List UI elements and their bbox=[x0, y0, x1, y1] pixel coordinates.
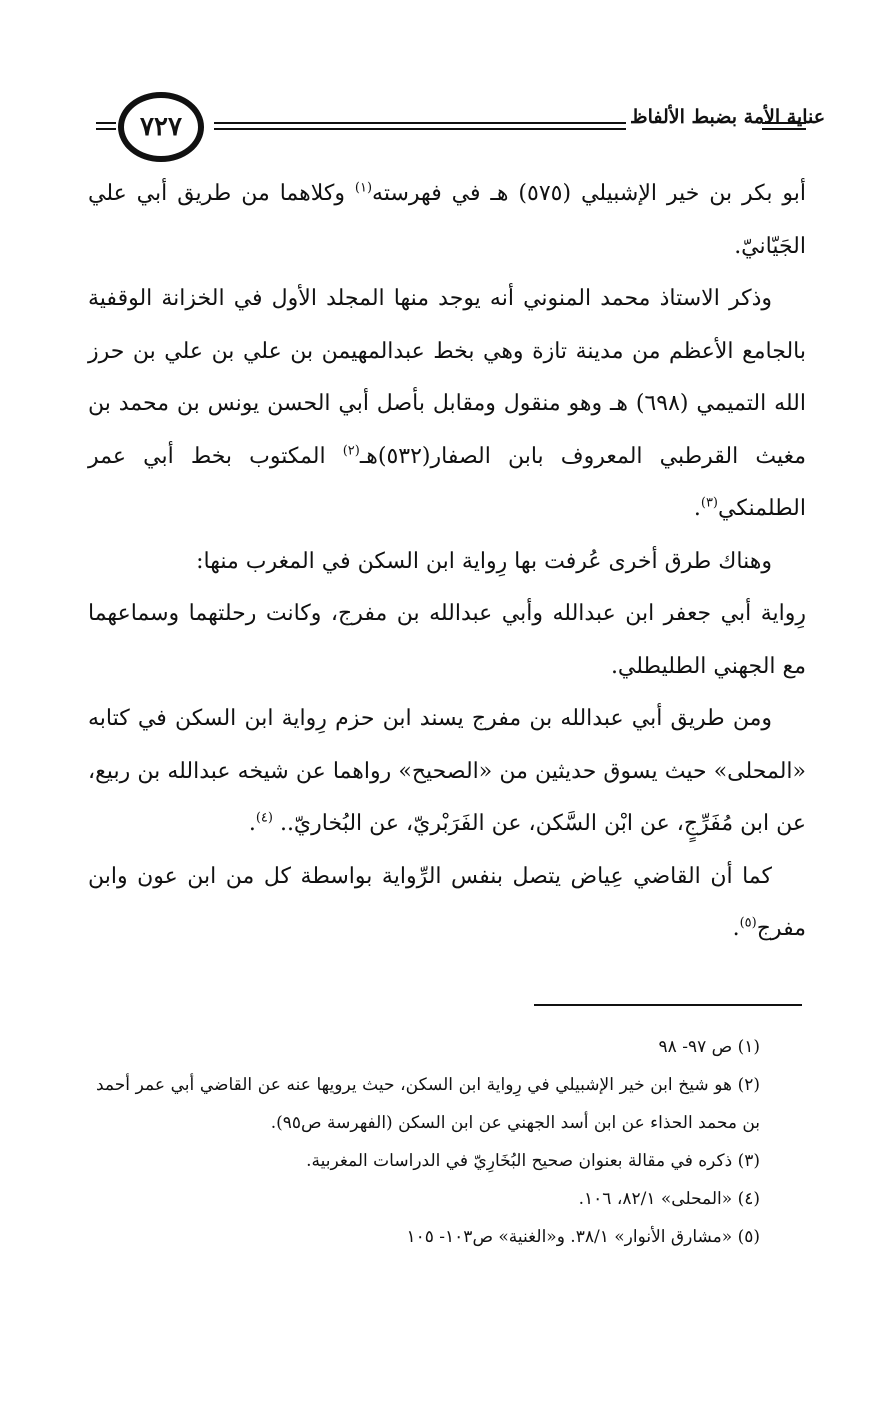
footnote-ref-3: (٣) bbox=[700, 495, 718, 511]
paragraph-5-end: . bbox=[248, 811, 256, 836]
header-rule-right-bottom bbox=[762, 128, 806, 130]
header-rule-left-bottom bbox=[96, 128, 116, 130]
footnote-2: (٢) هو شيخ ابن خير الإشبيلي في رِواية ابن السكن، حيث يرويها عنه عن القاضي أبي عمر أحمد بن محمد الحذاء عن ابن أسد الجهني عن ابن السكن (الفهرسة ص٩٥). bbox=[96, 1075, 760, 1133]
running-title: عناية الأمة بضبط الألفاظ bbox=[630, 106, 826, 128]
footnote-5: (٥) «مشارق الأنوار» ٣٨/١. و«الغنية» ص١٠٣- ١٠٥ bbox=[406, 1227, 760, 1247]
paragraph-1-text-b: وكلاهما من طريق أبي علي الجَيّانيّ. bbox=[88, 181, 806, 259]
footnote-4: (٤) «المحلى» ٨٢/١، ١٠٦. bbox=[578, 1189, 760, 1209]
paragraph-5-text: ومن طريق أبي عبدالله بن مفرج يسند ابن حزم رِواية ابن السكن في كتابه «المحلى» حيث يسوق حديثين من «الصحيح» رواهما عن شيخه عبدالله بن ربيع، عن ابن مُفَرِّجٍ، عن ابْن السَّكن، عن الفَرَبْريّ، عن البُخاريّ.. bbox=[88, 706, 806, 836]
paragraph-6 bbox=[88, 851, 806, 956]
header-rule-left-top bbox=[96, 122, 116, 124]
paragraph-1-text: أبو بكر بن خير الإشبيلي (٥٧٥) هـ في فهرسته bbox=[372, 181, 806, 206]
paragraph-2 bbox=[88, 273, 806, 536]
page-number: ٧٢٧ bbox=[118, 92, 204, 162]
paragraph-6-text: كما أن القاضي عِياض يتصل بنفس الرِّواية بواسطة كل من ابن عون وابن مفرج bbox=[88, 863, 806, 941]
header-rule-middle-bottom bbox=[214, 128, 626, 130]
footnote-ref-5: (٥) bbox=[739, 915, 757, 931]
footnote-ref-1: (١) bbox=[354, 180, 373, 196]
page-header bbox=[96, 92, 826, 172]
footnote-ref-2: (٢) bbox=[342, 443, 360, 459]
paragraph-2-text-b: المكتوب بخط أبي عمر الطلمنكي bbox=[88, 443, 806, 521]
paragraph-6-end: . bbox=[732, 916, 740, 941]
paragraph-2-end: . bbox=[693, 496, 701, 521]
body-text bbox=[88, 168, 806, 956]
footnote-3: (٣) ذكره في مقالة بعنوان صحيح البُخَارِيّ في الدراسات المغربية. bbox=[306, 1151, 760, 1171]
header-rule-middle-top bbox=[214, 122, 626, 124]
paragraph-5 bbox=[88, 693, 806, 851]
footnote-separator bbox=[534, 1004, 802, 1006]
footnotes bbox=[96, 1028, 806, 1256]
paragraph-4: رِواية أبي جعفر ابن عبدالله وأبي عبدالله بن مفرج، وكانت رحلتهما وسماعهما مع الجهني الطليطلي. bbox=[88, 601, 806, 679]
paragraph-2-text: وذكر الاستاذ محمد المنوني أنه يوجد منها المجلد الأول في الخزانة الوقفية بالجامع الأعظم من مدينة تازة وهي بخط عبدالمهيمن بن علي بن علي بن حرز الله التميمي (٦٩٨) هـ وهو منقول ومقابل بأصل أبي الحسن يونس بن محمد بن مغيث القرطبي المعروف بابن الصفار(٥٣٢)هـ bbox=[88, 286, 806, 469]
paragraph-3: وهناك طرق أخرى عُرفت بها رِواية ابن السكن في المغرب منها: bbox=[196, 548, 772, 574]
footnote-ref-4: (٤) bbox=[255, 810, 273, 826]
header-rule-right-top bbox=[762, 122, 806, 124]
footnote-1: (١) ص ٩٧- ٩٨ bbox=[658, 1037, 760, 1057]
paragraph-1 bbox=[88, 168, 806, 273]
